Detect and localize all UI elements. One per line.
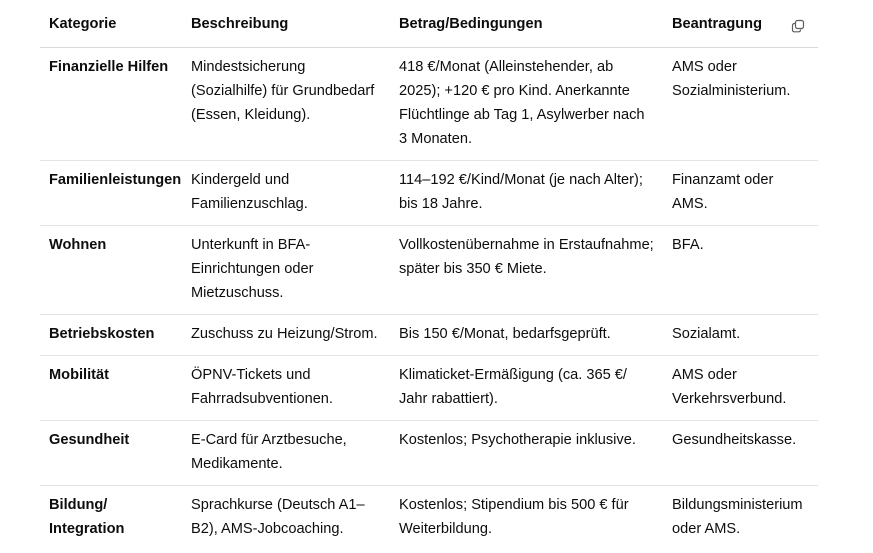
column-header-kategorie: Kategorie: [40, 0, 182, 48]
column-header-betrag: Betrag/Bedingungen: [390, 0, 663, 48]
cell-betrag: Vollkostenübernahme in Erstaufnahme; später bis 350 € Miete.: [390, 226, 663, 315]
benefits-table-container: [40, 0, 818, 550]
cell-kategorie: Finanzielle Hilfen: [40, 48, 182, 161]
table-row: [40, 315, 818, 356]
cell-beschreibung: Sprachkurse (Deutsch A1–B2), AMS-Jobcoaching.: [191, 497, 365, 537]
cell-beantragung: BFA.: [663, 226, 818, 315]
cell-beschreibung: Mindestsicherung (Sozialhilfe) für Grundbedarf (Essen, Kleidung).: [182, 48, 390, 161]
column-header-beantragung-label: Beantragung: [672, 15, 762, 32]
cell-beantragung: Sozialamt.: [663, 315, 818, 356]
cell-beantragung: Finanzamt oder AMS.: [663, 161, 818, 226]
cell-betrag: Klimaticket-Ermäßigung (ca. 365 €/ Jahr rabattiert).: [390, 356, 663, 421]
cell-kategorie: Mobilität: [40, 356, 182, 421]
cell-beantragung: AMS oder Sozialministerium.: [663, 48, 818, 161]
cell-beschreibung: ÖPNV-Tickets und Fahrradsubventionen.: [182, 356, 390, 421]
cell-beschreibung: Zuschuss zu Heizung/Strom.: [182, 315, 390, 356]
cell-kategorie: Wohnen: [40, 226, 182, 315]
cell-betrag: Kostenlos; Stipendium bis 500 € für Weiterbildung.: [399, 497, 629, 537]
table-header-row: [40, 0, 818, 48]
table-row: [40, 486, 818, 551]
table-row: [40, 356, 818, 421]
cell-beschreibung: E-Card für Arztbesuche, Medikamente.: [182, 421, 390, 486]
cell-beschreibung: Kindergeld und Familienzuschlag.: [182, 161, 390, 226]
cell-betrag: 418 €/Monat (Alleinstehender, ab 2025); +120 € pro Kind. Anerkannte Flüchtlinge ab Tag 1, Asylwerber nach 3 Monaten.: [390, 48, 663, 161]
cell-kategorie: Gesundheit: [40, 421, 182, 486]
table-row: [40, 48, 818, 161]
cell-beantragung: AMS oder Verkehrsverbund.: [663, 356, 818, 421]
cell-kategorie: Familienleistungen: [40, 161, 182, 226]
cell-beantragung: Gesundheitskasse.: [663, 421, 818, 486]
copy-icon[interactable]: [791, 19, 805, 33]
column-header-beantragung: [663, 0, 818, 48]
table-row: [40, 161, 818, 226]
cell-beantragung: Bildungsministerium oder AMS.: [672, 497, 803, 537]
cell-betrag: Bis 150 €/Monat, bedarfsgeprüft.: [390, 315, 663, 356]
table-row: [40, 421, 818, 486]
cell-kategorie: Bildung/ Integration: [49, 497, 125, 537]
table-row: [40, 226, 818, 315]
cell-kategorie: Betriebskosten: [40, 315, 182, 356]
cell-beschreibung: Unterkunft in BFA-Einrichtungen oder Mietzuschuss.: [182, 226, 390, 315]
cell-betrag: 114–192 €/Kind/Monat (je nach Alter); bis 18 Jahre.: [390, 161, 663, 226]
benefits-table: [40, 0, 818, 550]
cell-betrag: Kostenlos; Psychotherapie inklusive.: [390, 421, 663, 486]
column-header-beschreibung: Beschreibung: [182, 0, 390, 48]
